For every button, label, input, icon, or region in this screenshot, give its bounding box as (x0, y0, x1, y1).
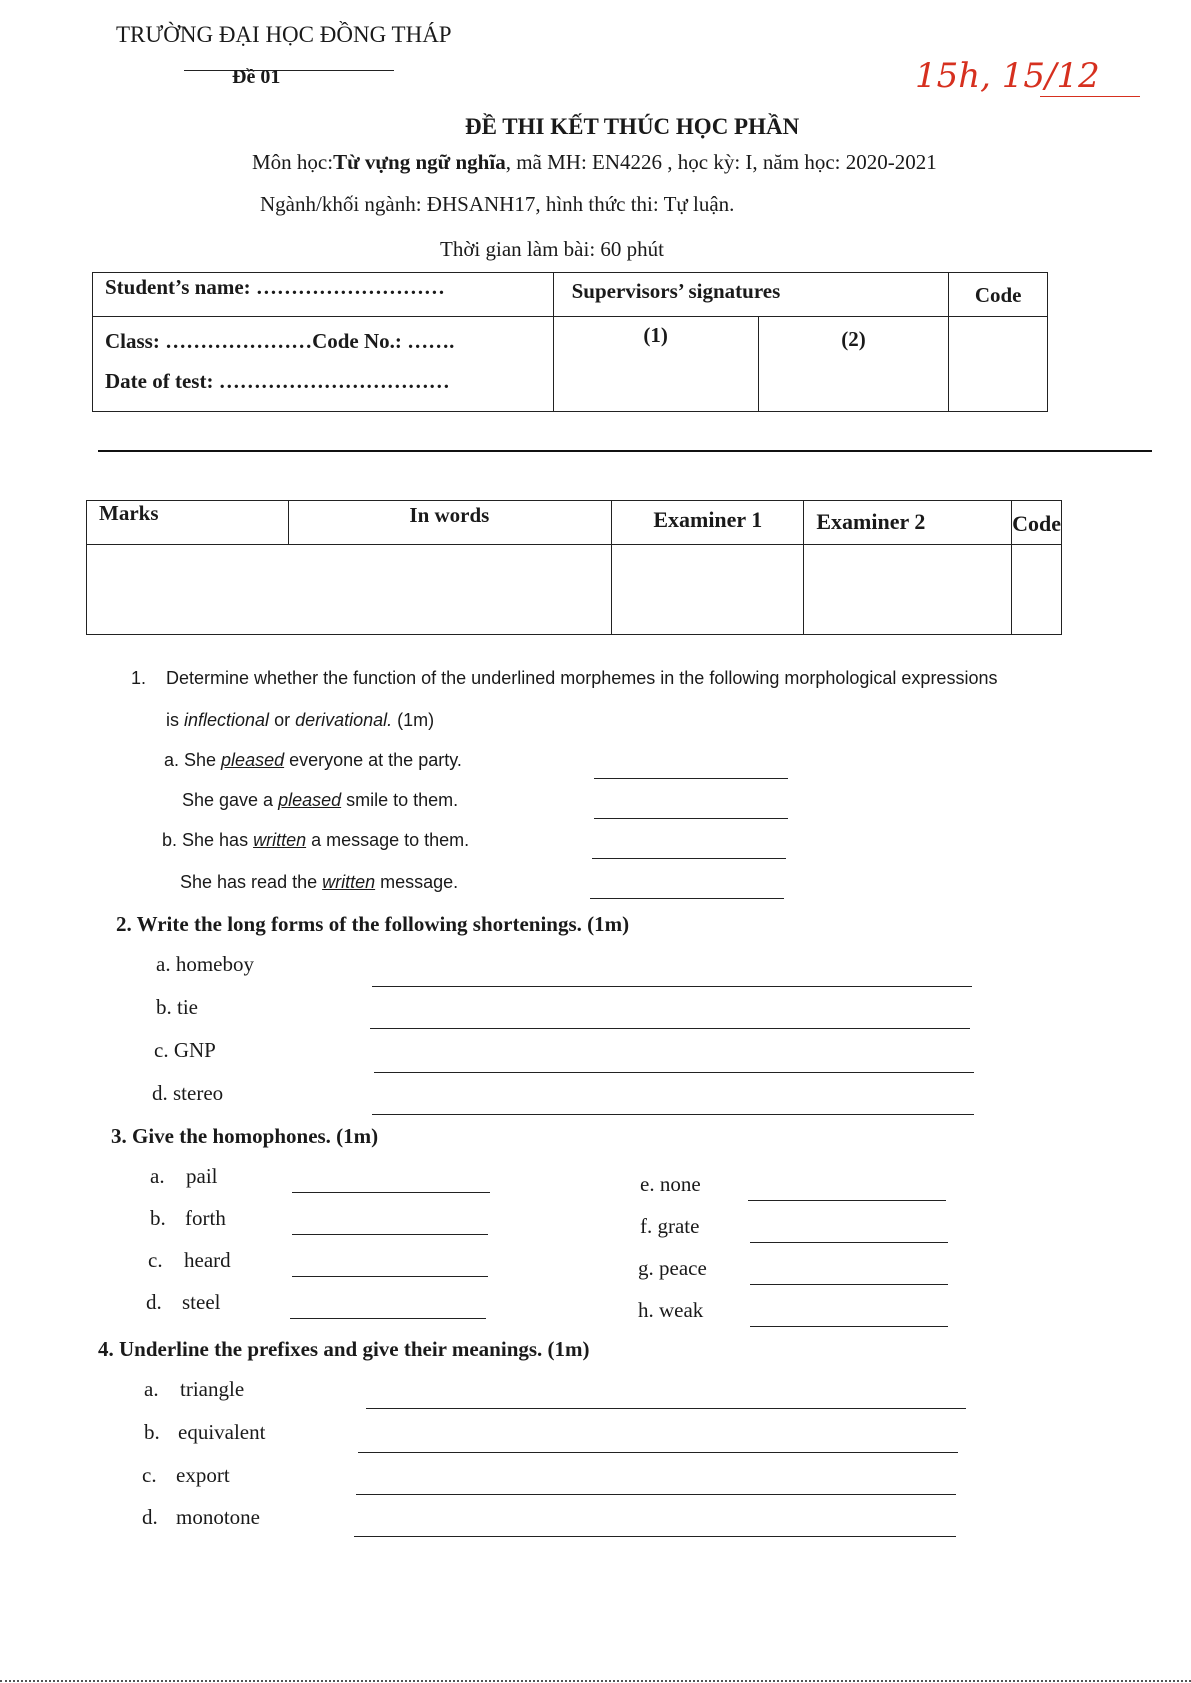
code-header-cell (949, 273, 1048, 317)
supervisor2-cell (758, 317, 949, 412)
q1-item-a2-underlined: pleased (278, 790, 342, 810)
q1-item-a1-post: everyone at the party. (284, 750, 462, 770)
q1-item-b2-underlined: written (322, 872, 376, 892)
marks-code-label: Code (1012, 511, 1061, 536)
q3-item-g: g. peace (638, 1256, 707, 1280)
q1-inflectional: inflectional (184, 710, 270, 730)
q4-word-b: equivalent (178, 1420, 266, 1444)
q1-text-line1: Determine whether the function of the underlined morphemes in the following morphological expressions (166, 668, 998, 688)
supervisors-cell (553, 273, 949, 317)
q3-answer-line-a[interactable] (292, 1192, 490, 1193)
q1-answer-line-b2[interactable] (590, 898, 784, 899)
q3-title: 3. Give the homophones. (1m) (111, 1124, 379, 1148)
time-line: Thời gian làm bài: 60 phút (440, 237, 664, 261)
exam-code: Đề 01 (232, 66, 281, 88)
q3-answer-line-h[interactable] (750, 1326, 948, 1327)
q1-item-b2-post: message. (375, 872, 459, 892)
course-line (252, 150, 937, 175)
q2-answer-line-d[interactable] (372, 1114, 974, 1115)
supervisor1-label: (1) (643, 323, 668, 347)
q4-letter-c: c. (142, 1463, 157, 1487)
q4-answer-line-b[interactable] (358, 1452, 958, 1453)
supervisor2-label: (2) (841, 327, 866, 351)
q2-item-a: a. homeboy (156, 952, 254, 976)
q2-item-b: b. tie (156, 995, 198, 1019)
course-name: Từ vựng ngữ nghĩa (333, 150, 506, 174)
q2-answer-line-b[interactable] (370, 1028, 970, 1029)
student-name-cell (93, 273, 554, 317)
code-value-cell (949, 317, 1048, 412)
q1-number: 1. (131, 668, 147, 688)
q1-text-line2 (166, 710, 434, 731)
major-line: Ngành/khối ngành: ĐHSANH17, hình thức thi: Tự luận. (260, 192, 735, 216)
q1-answer-line-a2[interactable] (594, 818, 788, 819)
scan-bottom-edge (0, 1680, 1191, 1682)
student-info-table (92, 272, 1048, 412)
code-label: Code (974, 283, 1022, 307)
q1-item-b1 (162, 830, 469, 851)
q2-answer-line-a[interactable] (372, 986, 972, 987)
q1-answer-line-b1[interactable] (592, 858, 786, 859)
examiner1-label: Examiner 1 (653, 507, 763, 532)
q3-answer-line-g[interactable] (750, 1284, 948, 1285)
examiner2-header (804, 501, 1012, 545)
course-rest: , mã MH: EN4226 , học kỳ: I, năm học: 2020-2021 (505, 150, 937, 174)
q1-derivational: derivational. (295, 710, 393, 730)
q4-word-a: triangle (180, 1377, 245, 1401)
q4-answer-line-a[interactable] (366, 1408, 966, 1409)
supervisors-label: Supervisors’ signatures (571, 279, 781, 303)
q1-item-a1-underlined: pleased (221, 750, 285, 770)
q4-letter-b: b. (144, 1420, 160, 1444)
marks-code-value-cell (1012, 545, 1062, 635)
q2-item-d: d. stereo (152, 1081, 224, 1105)
q1-answer-line-a1[interactable] (594, 778, 788, 779)
q4-word-c: export (176, 1463, 230, 1487)
q1-text2-post: (1m) (392, 710, 435, 730)
q1-item-b2-pre: She has read the (180, 872, 323, 892)
q3-letter-a: a. (150, 1164, 165, 1188)
marks-header (87, 501, 289, 545)
q4-letter-d: d. (142, 1505, 158, 1529)
q3-letter-d: d. (146, 1290, 162, 1314)
exam-title: ĐỀ THI KẾT THÚC HỌC PHẦN (465, 114, 800, 139)
q1-item-a2-pre: She gave a (182, 790, 279, 810)
q4-word-d: monotone (176, 1505, 260, 1529)
marks-label: Marks (99, 501, 159, 525)
marks-value-cell (87, 545, 612, 635)
q3-letter-c: c. (148, 1248, 163, 1272)
q3-answer-line-e[interactable] (748, 1200, 946, 1201)
marks-code-header (1012, 501, 1062, 545)
q1-item-b1-post: a message to them. (306, 830, 470, 850)
section-divider (98, 450, 1152, 452)
q3-answer-line-c[interactable] (292, 1276, 488, 1277)
examiner1-value-cell (612, 545, 804, 635)
q3-word-a: pail (186, 1164, 218, 1188)
handwritten-underline (1040, 96, 1140, 97)
class-label: Class: …………………Code No.: ……. (105, 329, 455, 353)
q4-title: 4. Underline the prefixes and give their meanings. (1m) (98, 1337, 590, 1361)
q2-title: 2. Write the long forms of the following shortenings. (1m) (116, 912, 630, 936)
q4-letter-a: a. (144, 1377, 159, 1401)
examiner2-value-cell (804, 545, 1012, 635)
school-underline (184, 70, 394, 71)
q3-item-e: e. none (640, 1172, 701, 1196)
q3-item-h: h. weak (638, 1298, 704, 1322)
q3-letter-b: b. (150, 1206, 166, 1230)
marks-table (86, 500, 1062, 635)
q3-word-d: steel (182, 1290, 221, 1314)
supervisor1-cell (553, 317, 758, 412)
q1-text2-pre: is (166, 710, 184, 730)
student-name-label: Student’s name: ……………………… (105, 275, 445, 299)
in-words-label: In words (409, 503, 490, 527)
q2-answer-line-c[interactable] (374, 1072, 974, 1073)
class-date-cell (93, 317, 554, 412)
q1-item-a1-pre: a. She (164, 750, 222, 770)
q1-item-b1-pre: b. She has (162, 830, 254, 850)
school-name: TRƯỜNG ĐẠI HỌC ĐỒNG THÁP (116, 22, 452, 47)
q3-word-b: forth (185, 1206, 226, 1230)
q1-item-b1-underlined: written (253, 830, 307, 850)
q3-answer-line-f[interactable] (750, 1242, 948, 1243)
examiner1-header (612, 501, 804, 545)
q3-answer-line-d[interactable] (290, 1318, 486, 1319)
in-words-header (289, 501, 612, 545)
q3-item-f: f. grate (640, 1214, 700, 1238)
handwritten-note: 15h, 15/12 (915, 56, 1100, 96)
q1-text2-mid: or (269, 710, 296, 730)
examiner2-label: Examiner 2 (816, 509, 926, 534)
q1-item-a2-post: smile to them. (341, 790, 459, 810)
course-prefix: Môn học: (252, 150, 334, 174)
q4-answer-line-d[interactable] (354, 1536, 956, 1537)
q1-item-a2 (182, 790, 458, 811)
q4-answer-line-c[interactable] (356, 1494, 956, 1495)
date-label: Date of test: …………………………… (105, 369, 450, 393)
q3-answer-line-b[interactable] (292, 1234, 488, 1235)
q1-item-a1 (164, 750, 462, 771)
q1-item-b2 (180, 872, 458, 893)
q3-word-c: heard (184, 1248, 231, 1272)
q2-item-c: c. GNP (154, 1038, 216, 1062)
